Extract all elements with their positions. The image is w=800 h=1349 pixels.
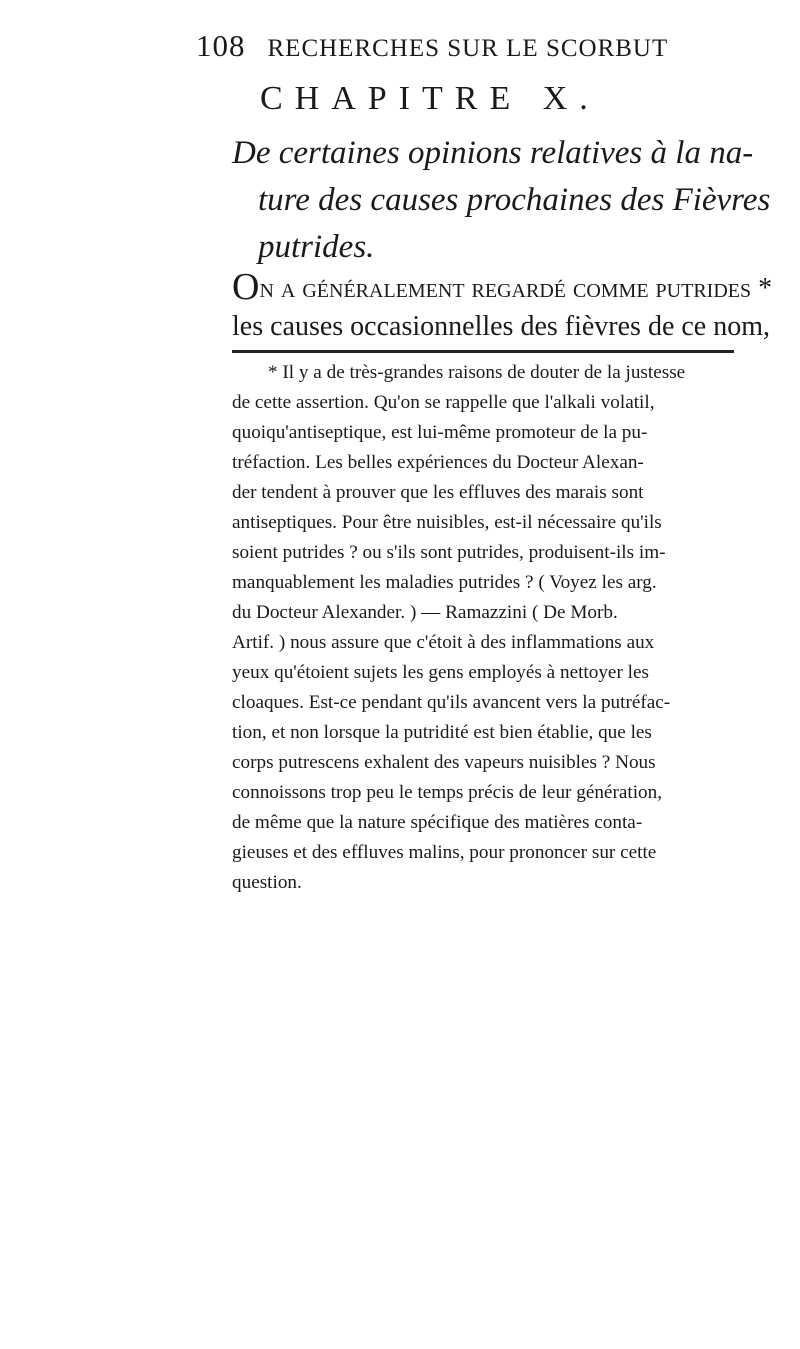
footnote [232, 358, 732, 898]
footnote-line: du Docteur Alexander. ) — Ramazzini ( De Morb. [232, 602, 618, 623]
running-title: RECHERCHES SUR LE SCORBUT [267, 35, 669, 62]
footnote-line: quoiqu'antiseptique, est lui-même promoteur de la pu- [232, 422, 648, 443]
footnote-line: question. [232, 872, 302, 893]
drop-capital: O [232, 266, 260, 308]
footnote-line: cloaques. Est-ce pendant qu'ils avancent vers la putréfac- [232, 692, 671, 713]
subtitle-line: De certaines opinions relatives à la na- [232, 135, 754, 171]
body-line: les causes occasionnelles des fièvres de ce nom, [232, 311, 771, 342]
chapter-subtitle [232, 130, 771, 271]
subtitle-line: putrides. [258, 229, 375, 265]
footnote-line: * Il y a de très-grandes raisons de douter de la justesse [268, 362, 686, 383]
footnote-line: corps putrescens exhalent des vapeurs nuisibles ? Nous [232, 752, 656, 773]
footnote-line: tréfaction. Les belles expériences du Docteur Alexan- [232, 452, 644, 473]
running-head [196, 28, 676, 64]
footnote-line: connoissons trop peu le temps précis de leur génération, [232, 782, 663, 803]
chapter-title: CHAPITRE X. [260, 80, 600, 117]
footnote-line: soient putrides ? ou s'ils sont putrides, produisent-ils im- [232, 542, 666, 563]
subtitle-line: ture des causes prochaines des Fièvres [258, 182, 771, 218]
page-number: 108 [196, 28, 246, 63]
body-text [232, 266, 773, 346]
footnote-line: tion, et non lorsque la putridité est bien établie, que les [232, 722, 652, 743]
footnote-line: antiseptiques. Pour être nuisibles, est-il nécessaire qu'ils [232, 512, 662, 533]
footnote-line: de même que la nature spécifique des matières conta- [232, 812, 643, 833]
footnote-line: gieuses et des effluves malins, pour prononcer sur cette [232, 842, 657, 863]
footnote-line: yeux qu'étoient sujets les gens employés à nettoyer les [232, 662, 649, 683]
body-line: On a généralement regardé comme putrides * [232, 266, 773, 308]
footnote-rule [232, 350, 734, 353]
footnote-line: der tendent à prouver que les effluves des marais sont [232, 482, 644, 503]
footnote-line: de cette assertion. Qu'on se rappelle que l'alkali volatil, [232, 392, 655, 413]
footnote-line: manquablement les maladies putrides ? ( Voyez les arg. [232, 572, 657, 593]
footnote-line: Artif. ) nous assure que c'étoit à des inflammations aux [232, 632, 655, 653]
